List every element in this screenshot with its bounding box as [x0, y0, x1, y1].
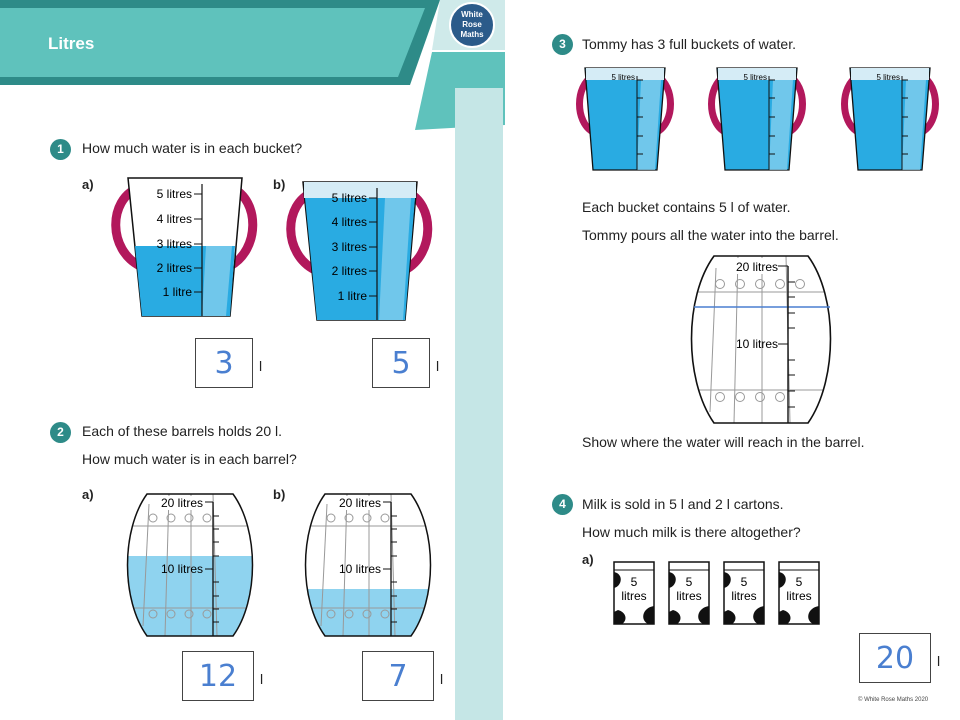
- milk-carton-1-number: 5: [630, 575, 638, 589]
- milk-carton-3: [720, 558, 768, 628]
- full-bucket-1: [575, 62, 675, 174]
- q2-b-answer: 7: [388, 659, 408, 694]
- white-rose-maths-logo: White Rose Maths: [449, 2, 495, 48]
- bucket-b-tick-4: 4 litres: [331, 215, 367, 229]
- q2-a-unit: l: [260, 671, 264, 687]
- barrel-a: [125, 490, 255, 640]
- bucket-a-tick-1: 1 litre: [162, 285, 192, 299]
- q4-a-answer-box[interactable]: [859, 633, 931, 683]
- bucket-b-tick-3: 3 litres: [331, 240, 367, 254]
- question-3-number: 3: [552, 34, 573, 55]
- full-bucket-3-label: 5 litres: [876, 73, 900, 82]
- full-bucket-2-label: 5 litres: [743, 73, 767, 82]
- header-band: [0, 0, 520, 130]
- milk-carton-2-unit: litres: [676, 589, 702, 603]
- bucket-a-tick-4: 4 litres: [156, 212, 192, 226]
- bucket-a-tick-5: 5 litres: [156, 187, 192, 201]
- question-3-line-1: Each bucket contains 5 l of water.: [582, 199, 791, 215]
- q1-b-unit: l: [436, 358, 440, 374]
- bucket-b-tick-2: 2 litres: [331, 264, 367, 278]
- barrel-b: [303, 490, 433, 640]
- q1-a-unit: l: [259, 358, 263, 374]
- q1-b-label: b): [273, 177, 286, 192]
- full-bucket-2: [707, 62, 807, 174]
- question-3-line-2: Tommy pours all the water into the barrel.: [582, 227, 839, 243]
- page-title: Litres: [48, 34, 95, 53]
- question-2-number: 2: [50, 422, 71, 443]
- milk-carton-1: [610, 558, 658, 628]
- barrel-q3: [690, 252, 832, 427]
- milk-carton-2: [665, 558, 713, 628]
- copyright-footer: © White Rose Maths 2020: [858, 697, 929, 703]
- milk-carton-4-number: 5: [795, 575, 803, 589]
- bucket-a: [110, 170, 260, 325]
- full-bucket-1-label: 5 litres: [611, 73, 635, 82]
- q2-a-answer-box[interactable]: [182, 651, 254, 701]
- barrel-a-top-label: 20 litres: [160, 496, 203, 510]
- q2-b-answer-box[interactable]: [362, 651, 434, 701]
- question-1-text: How much water is in each bucket?: [82, 140, 303, 156]
- milk-carton-1-unit: litres: [621, 589, 647, 603]
- barrel-b-mid-label: 10 litres: [338, 562, 381, 576]
- bucket-b-tick-5: 5 litres: [331, 191, 367, 205]
- milk-carton-4: [775, 558, 823, 628]
- full-bucket-3: [840, 62, 940, 174]
- barrel-q3-top-label: 20 litres: [735, 260, 778, 274]
- barrel-a-mid-label: 10 litres: [160, 562, 203, 576]
- q1-b-answer-box[interactable]: [372, 338, 430, 388]
- question-2-text-1: Each of these barrels holds 20 l.: [82, 423, 283, 439]
- question-1-number: 1: [50, 139, 71, 160]
- q2-b-unit: l: [440, 671, 444, 687]
- bucket-a-tick-2: 2 litres: [156, 261, 192, 275]
- question-4-text-2: How much milk is there altogether?: [582, 524, 801, 540]
- q1-b-answer: 5: [391, 346, 411, 381]
- q4-a-unit: l: [937, 653, 941, 669]
- barrel-b-top-label: 20 litres: [338, 496, 381, 510]
- milk-carton-3-unit: litres: [731, 589, 757, 603]
- q2-a-label: a): [82, 487, 94, 502]
- question-3-text: Tommy has 3 full buckets of water.: [582, 36, 796, 52]
- question-4-text-1: Milk is sold in 5 l and 2 l cartons.: [582, 496, 784, 512]
- question-4-number: 4: [552, 494, 573, 515]
- question-2-text-2: How much water is in each barrel?: [82, 451, 297, 467]
- bucket-b: [285, 170, 435, 325]
- q1-a-label: a): [82, 177, 94, 192]
- milk-carton-4-unit: litres: [786, 589, 812, 603]
- q1-a-answer-box[interactable]: [195, 338, 253, 388]
- bucket-a-tick-3: 3 litres: [156, 237, 192, 251]
- q4-a-answer: 20: [875, 641, 915, 676]
- q1-a-answer: 3: [214, 346, 234, 381]
- milk-carton-3-number: 5: [740, 575, 748, 589]
- milk-carton-2-number: 5: [685, 575, 693, 589]
- question-3-line-3: Show where the water will reach in the barrel.: [582, 434, 865, 450]
- q2-b-label: b): [273, 487, 286, 502]
- side-strip: [455, 88, 503, 720]
- q2-a-answer: 12: [198, 659, 238, 694]
- barrel-q3-mid-label: 10 litres: [735, 337, 778, 351]
- q4-a-label: a): [582, 552, 594, 567]
- bucket-b-tick-1: 1 litre: [337, 289, 367, 303]
